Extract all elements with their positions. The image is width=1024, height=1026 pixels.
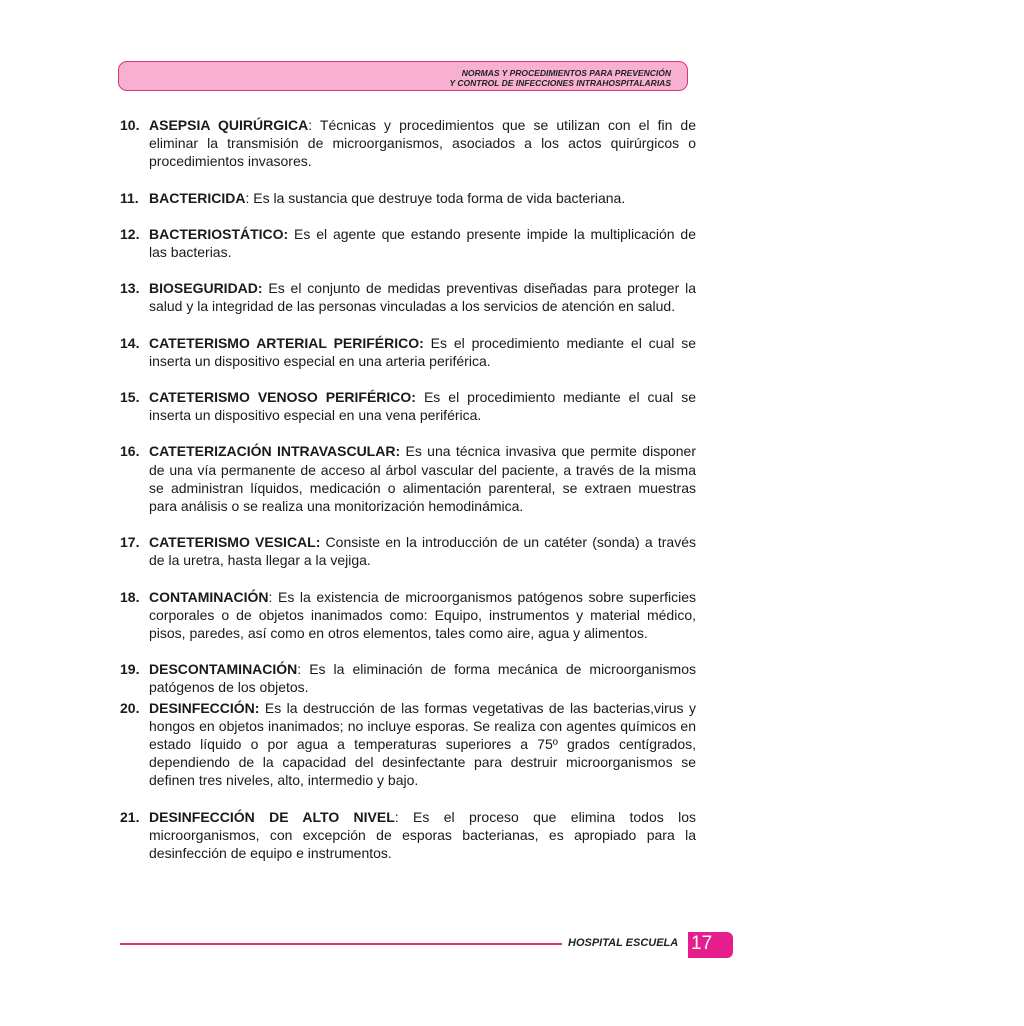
definition-item — [118, 808, 696, 863]
item-term: CONTAMINACIÓN — [149, 588, 269, 605]
footer-hospital-label: HOSPITAL ESCUELA — [568, 937, 679, 949]
item-text: : Es la eliminación de forma mecánica de microorganismos patógenos de los objetos. — [149, 661, 696, 696]
item-term: BIOSEGURIDAD: — [149, 280, 263, 297]
item-number: 17. — [120, 534, 140, 551]
definition-item — [118, 279, 696, 315]
header-title-line-2: Y CONTROL DE INFECCIONES INTRAHOSPITALARIAS — [449, 78, 671, 88]
definitions-list — [118, 116, 696, 862]
item-number: 19. — [120, 661, 140, 678]
item-text: : Técnicas y procedimientos que se utilizan con el fin de eliminar la transmisión de microorganismos, asociados a los actos quirúrgicos o procedimientos invasores. — [149, 117, 696, 170]
item-term: ASEPSIA QUIRÚRGICA — [149, 117, 309, 133]
definition-item — [118, 442, 696, 515]
item-number: 12. — [120, 225, 140, 242]
definition-item — [118, 189, 696, 207]
item-text: Es el agente que estando presente impide la multiplicación de las bacterias. — [149, 225, 696, 261]
item-number: 11. — [120, 189, 139, 206]
page-number-tab — [688, 932, 733, 958]
item-text: Es el procedimiento mediante el cual se inserta un dispositivo especial en una arteria periférica. — [149, 334, 696, 369]
header-banner — [118, 61, 688, 91]
item-term: CATETERISMO ARTERIAL PERIFÉRICO: — [149, 334, 424, 351]
definition-item — [118, 388, 696, 424]
item-text: Es el conjunto de medidas preventivas diseñadas para proteger la salud y la integridad de las personas vinculadas a los servicios de atención en salud. — [149, 280, 696, 315]
item-number: 21. — [120, 808, 140, 825]
item-number: 20. — [120, 699, 140, 716]
definition-item — [118, 699, 696, 790]
footer-divider — [120, 943, 562, 945]
definition-item — [118, 588, 696, 643]
definition-item — [118, 533, 696, 569]
item-number: 16. — [120, 443, 140, 460]
header-title — [450, 68, 672, 88]
item-number: 18. — [120, 588, 140, 605]
header-title-line-1: NORMAS Y PROCEDIMIENTOS PARA PREVENCIÓN — [461, 68, 671, 78]
definition-item — [118, 660, 696, 696]
item-number: 13. — [120, 280, 140, 297]
item-number: 15. — [120, 389, 140, 406]
item-text: Consiste en la introducción de un catéter (sonda) a través de la uretra, hasta llegar a la vejiga. — [149, 534, 696, 569]
item-term: DESCONTAMINACIÓN — [149, 661, 298, 678]
item-text: Es la destrucción de las formas vegetativas de las bacterias,virus y hongos en objetos inanimados; no incluye esporas. Se realiza con agentes químicos en estado líquido o por agua a temperaturas superiores a 75º grados centígrados, dependiendo de la capacidad del desinfectante para destruir microorganismos se definen tres niveles, alto, intermedio y bajo. — [149, 699, 696, 789]
item-term: DESINFECCIÓN: — [149, 699, 260, 716]
definition-item — [118, 116, 696, 171]
item-term: CATETERIZACIÓN INTRAVASCULAR: — [149, 443, 401, 460]
definition-item — [118, 334, 696, 370]
page-number: 17 — [691, 933, 713, 954]
item-text: Es una técnica invasiva que permite disponer de una vía permanente de acceso al árbol vascular del paciente, a través de la misma se administran líquidos, medicación o alimentación parenteral, se extraen muestras para análisis o se realiza una monitorización hemodinámica. — [149, 443, 696, 515]
item-number: 10. — [120, 117, 140, 133]
item-term: DESINFECCIÓN DE ALTO NIVEL — [149, 808, 395, 825]
item-text: : Es la sustancia que destruye toda forma de vida bacteriana. — [245, 189, 626, 206]
item-term: CATETERISMO VESICAL: — [149, 534, 321, 551]
item-text: : Es la existencia de microorganismos patógenos sobre superficies corporales o de objetos inanimados como: Equipo, instrumentos y material médico, pisos, paredes, así como en otros elementos, tales como aire, agua y alimentos. — [149, 588, 696, 642]
item-number: 14. — [120, 334, 140, 351]
item-term: BACTERICIDA — [149, 189, 246, 206]
item-term: BACTERIOSTÁTICO: — [149, 225, 289, 242]
item-text: Es el procedimiento mediante el cual se inserta un dispositivo especial en una vena periférica. — [149, 389, 697, 424]
item-text: : Es el proceso que elimina todos los microorganismos, con excepción de esporas bacterianas, es apropiado para la desinfección de equipo e instrumentos. — [149, 808, 696, 862]
definition-item — [118, 225, 696, 261]
item-term: CATETERISMO VENOSO PERIFÉRICO: — [149, 389, 416, 406]
